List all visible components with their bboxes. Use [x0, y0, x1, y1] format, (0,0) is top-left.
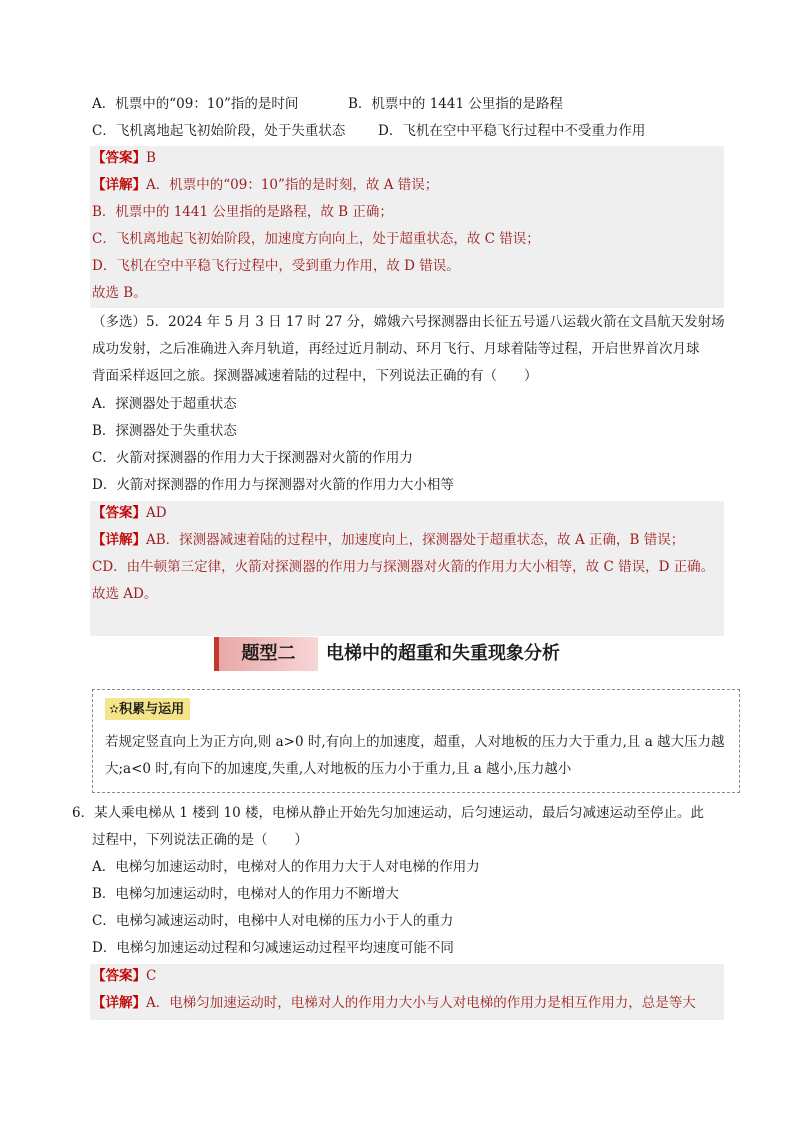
- q6-detail-line-1: [92, 993, 724, 1013]
- q4-option-c: C．飞机离地起飞初始阶段，处于失重状态: [92, 123, 346, 139]
- q6-option-c: C．电梯匀减速运动时，电梯中人对电梯的压力小于人的重力: [92, 913, 454, 929]
- section-title: 电梯中的超重和失重现象分析: [326, 643, 560, 664]
- q6-option-d: D．电梯匀加速运动过程和匀减速运动过程平均速度可能不同: [92, 940, 454, 956]
- q6-answer-value: C: [146, 968, 157, 984]
- q6-option-b: B．电梯匀加速运动时，电梯对人的作用力不断增大: [92, 886, 399, 902]
- q6-answer: [92, 966, 156, 986]
- tip-box: [92, 689, 740, 793]
- q6-detail-tag: 【详解】: [92, 995, 146, 1011]
- q5-answer-value: AD: [146, 505, 167, 521]
- q6-option-a: A．电梯匀加速运动时，电梯对人的作用力大于人对电梯的作用力: [92, 859, 480, 875]
- q6-answer-tag: 【答案】: [92, 968, 146, 984]
- q5-option-a: A．探测器处于超重状态: [92, 396, 237, 412]
- tip-line-1: 若规定竖直向上为正方向,则 a>0 时,有向上的加速度，超重，人对地板的压力大于重力,且 a 越大压力越: [105, 734, 725, 750]
- q5-detail-line-3: 故选 AD。: [92, 586, 158, 602]
- q4-detail-line-5: 故选 B。: [92, 285, 147, 301]
- q5-detail-line-1: [92, 530, 684, 550]
- q5-option-c: C．火箭对探测器的作用力大于探测器对火箭的作用力: [92, 450, 413, 466]
- tip-line-2: 大;a<0 时,有向下的加速度,失重,人对地板的压力小于重力,且 a 越小,压力越小: [105, 761, 572, 777]
- star-icon: ✫: [109, 702, 120, 716]
- q5-answer: [92, 503, 167, 523]
- q4-answer-value: B: [146, 150, 156, 166]
- q5-stem-line-3: 背面采样返回之旅。探测器减速着陆的过程中，下列说法正确的有（ ）: [92, 368, 538, 384]
- q5-detail-text-1: AB．探测器减速着陆的过程中，加速度向上，探测器处于超重状态，故 A 正确，B 错误；: [146, 532, 685, 548]
- q4-answer-block: [90, 146, 724, 308]
- q5-detail-line-2: CD．由牛顿第三定律，火箭对探测器的作用力与探测器对火箭的作用力大小相等，故 C 错误，D 正确。: [92, 559, 715, 575]
- q5-stem-line-2: 成功发射，之后准确进入奔月轨道，再经过近月制动、环月飞行、月球着陆等过程，开启世界首次月球: [92, 341, 700, 357]
- section-banner: [214, 637, 604, 671]
- q5-answer-tag: 【答案】: [92, 505, 146, 521]
- q4-option-d: D．飞机在空中平稳飞行过程中不受重力作用: [378, 123, 646, 139]
- q4-detail-line-1: [92, 175, 438, 195]
- q6-stem-line-1: 6．某人乘电梯从 1 楼到 10 楼，电梯从静止开始先匀加速运动，后匀速运动，最后匀减速运动至停止。此: [72, 805, 705, 821]
- q4-answer: [92, 148, 156, 168]
- q5-stem-line-1: （多选）5．2024 年 5 月 3 日 17 时 27 分，嫦娥六号探测器由长征五号遥八运载火箭在文昌航天发射场: [92, 314, 725, 330]
- q4-detail-line-4: D．飞机在空中平稳飞行过程中，受到重力作用，故 D 错误。: [92, 258, 460, 274]
- q4-option-b: B．机票中的 1441 公里指的是路程: [348, 96, 563, 112]
- tip-tag: [105, 698, 190, 720]
- q5-detail-tag: 【详解】: [92, 532, 146, 548]
- tip-tag-label: 积累与运用: [119, 702, 185, 717]
- q4-answer-tag: 【答案】: [92, 150, 146, 166]
- q6-detail-text-1: A．电梯匀加速运动时，电梯对人的作用力大小与人对电梯的作用力是相互作用力，总是等大: [146, 995, 696, 1011]
- section-label: 题型二: [214, 637, 318, 671]
- q4-option-a: A．机票中的“09：10”指的是时间: [92, 96, 299, 112]
- q5-option-b: B．探测器处于失重状态: [92, 423, 237, 439]
- q6-stem-line-2: 过程中，下列说法正确的是（ ）: [92, 832, 308, 848]
- q4-detail-text-1: A．机票中的“09：10”指的是时刻，故 A 错误；: [146, 177, 439, 193]
- q5-option-d: D．火箭对探测器的作用力与探测器对火箭的作用力大小相等: [92, 477, 454, 493]
- q4-detail-line-2: B．机票中的 1441 公里指的是路程，故 B 正确；: [92, 204, 393, 220]
- q4-detail-line-3: C．飞机离地起飞初始阶段，加速度方向向上，处于超重状态，故 C 错误；: [92, 231, 540, 247]
- q4-detail-tag: 【详解】: [92, 177, 146, 193]
